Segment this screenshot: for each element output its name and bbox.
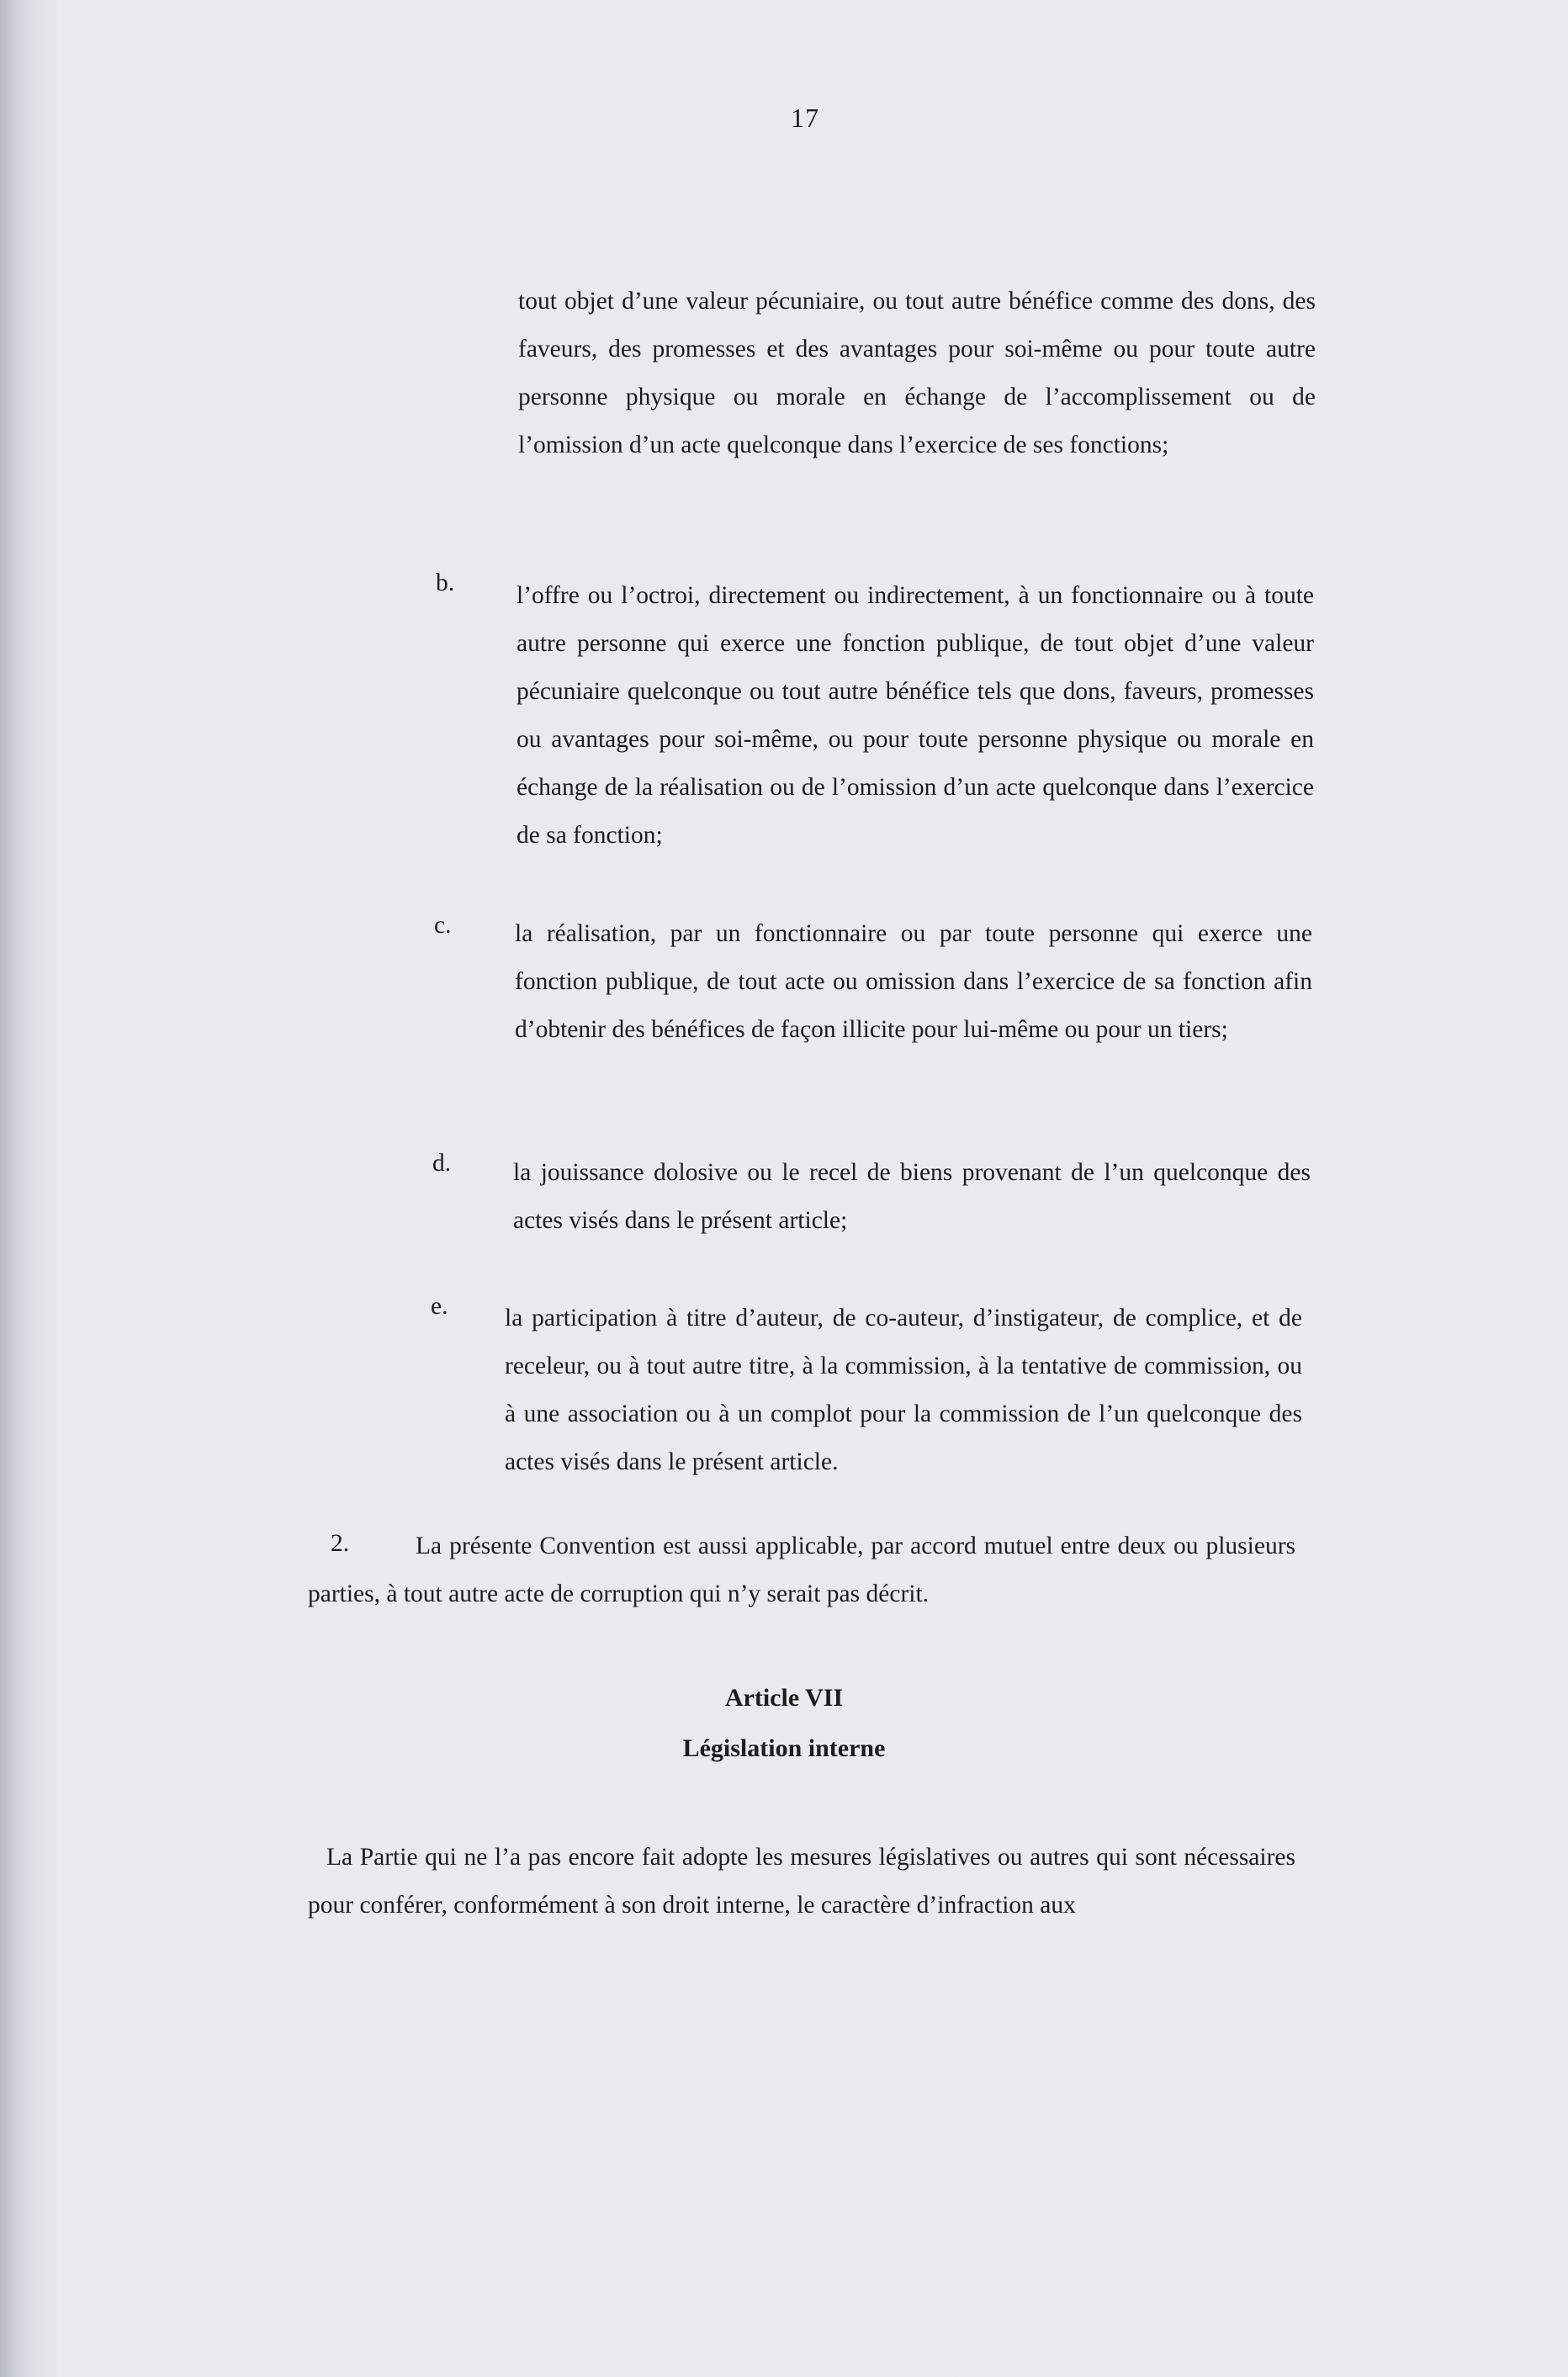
article-title: Législation interne bbox=[682, 1734, 886, 1762]
item-b-text: l’offre ou l’octroi, directement ou indirectement, à un fonctionnaire ou à toute autre personne qui exerce une fonction publique, de tout objet d’une valeur pécuniaire quelconque ou tout autre bénéfice tels que dons, faveurs, promesses ou avantages pour soi-même, ou pour toute personne physique ou morale en échange de la réalisation ou de l’omission d’un acte quelconque dans l’exercice de sa fonction; bbox=[516, 582, 1314, 849]
item-e-marker: e. bbox=[431, 1293, 448, 1320]
binding-shadow bbox=[0, 0, 59, 2377]
item-e-text: la participation à titre d’auteur, de co-auteur, d’instigateur, de complice, et de receleur, ou à tout autre titre, à la commission, à la tentative de commission, ou à une association ou à un complot pour la commission de l’un quelconque des actes visés dans le présent article. bbox=[505, 1305, 1302, 1475]
item-c-marker: c. bbox=[434, 912, 452, 939]
item-b-marker: b. bbox=[436, 569, 455, 596]
item-d-text: la jouissance dolosive ou le recel de biens provenant de l’un quelconque des actes visés dans le présent article; bbox=[513, 1159, 1311, 1234]
item-c-text: la réalisation, par un fonctionnaire ou par toute personne qui exerce une fonction publique, de tout acte ou omission dans l’exercice de sa fonction afin d’obtenir des bénéfices de façon illicite pour lui-même ou pour un tiers; bbox=[515, 920, 1312, 1043]
paragraph-a-continuation: tout objet d’une valeur pécuniaire, ou tout autre bénéfice comme des dons, des faveurs, des promesses et des avantages pour soi-même ou pour toute autre personne physique ou morale en échange de l’accomplissement ou de l’omission d’un acte quelconque dans l’exercice de ses fonctions; bbox=[518, 288, 1316, 458]
closing-paragraph: La Partie qui ne l’a pas encore fait adopte les mesures législatives ou autres qui sont nécessaires pour conférer, conformément à son droit interne, le caractère d’infraction aux bbox=[308, 1844, 1295, 1919]
article-number: Article VII bbox=[724, 1684, 844, 1712]
item-2-marker: 2. bbox=[331, 1530, 350, 1557]
item-d-marker: d. bbox=[432, 1150, 452, 1177]
page-number: 17 bbox=[791, 103, 819, 133]
item-2-text: La présente Convention est aussi applicable, par accord mutuel entre deux ou plusieurs parties, à tout autre acte de corruption qui n’y serait pas décrit. bbox=[308, 1533, 1295, 1607]
